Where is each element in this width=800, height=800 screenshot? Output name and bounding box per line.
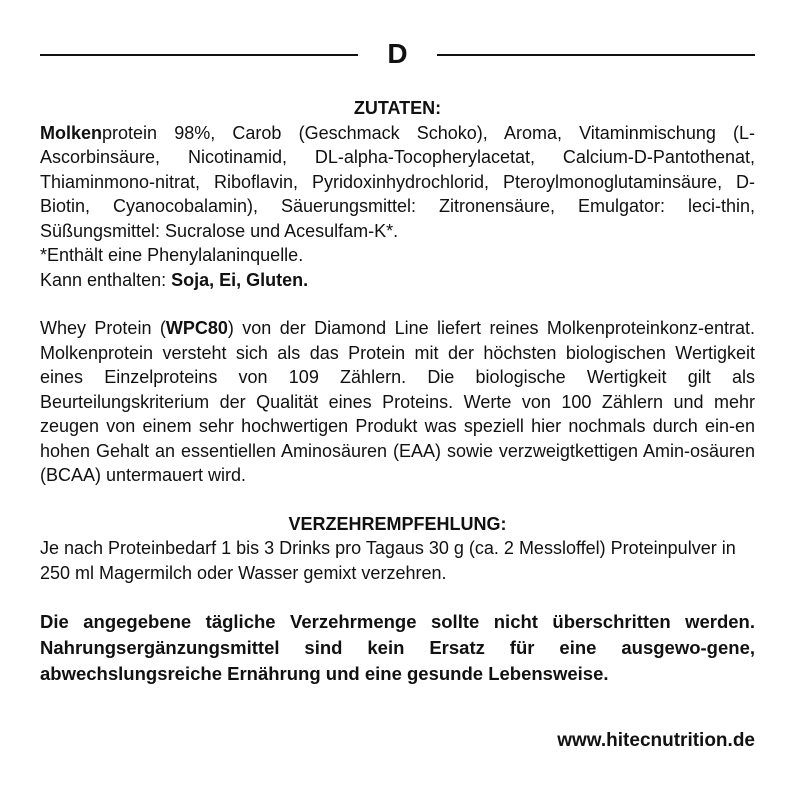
ingredients-note: *Enthält eine Phenylalaninquelle. [40, 245, 304, 265]
recommendation-text: Je nach Proteinbedarf 1 bis 3 Drinks pro Tagaus 30 g (ca. 2 Messloffel) Proteinpulver in 250 ml Magermilch oder Wasser gemixt verzehren. [40, 538, 736, 583]
label-content [40, 96, 755, 687]
ingredients-list: protein 98%, Carob (Geschmack Schoko), Aroma, Vitaminmischung (L-Ascorbinsäure, Nicotinamid, DL-alpha-Tocopherylacetat, Calcium-D-Pantothenat, Thiaminmono-nitrat, Riboflavin, Pyridoxinhydrochlorid, Pteroylmonoglutaminsäure, D-Biotin, Cyanocobalamin), Säuerungsmittel: Zitronensäure, Emulgator: leci-thin, Süßungsmittel: Sucralose und Acesulfam-K*. [40, 122, 755, 241]
description-bold: WPC80 [165, 318, 228, 338]
recommendation-heading: VERZEHREMPFEHLUNG: [288, 513, 507, 534]
description-text [40, 316, 755, 488]
description-before: Whey Protein ( [40, 318, 166, 338]
language-header [40, 30, 755, 80]
header-rule-right [437, 54, 755, 56]
language-letter: D [387, 38, 408, 69]
allergen-line [40, 268, 755, 293]
description-after: ) von der Diamond Line liefert reines Molkenproteinkonz-entrat. Molkenprotein versteht sich als das Protein mit der höchsten biologischen Wertigkeit eines Einzelproteins von 109 Zählern. Die biologische Wertigkeit gilt als Beurteilungskriterium der Qualität eines Proteins. Werte von 100 Zählern und mehr zeugen von einem sehr hochwertigen Produkt was speziell hier nochmals durch ein-en hohen Gehalt an essentiellen Aminosäuren (EAA) sowie verzweigtkettigen Amin-osäuren (BCAA) untermauert wird. [40, 318, 755, 485]
ingredients-text [40, 121, 755, 244]
warning-text: Die angegebene tägliche Verzehrmenge sollte nicht überschritten werden. Nahrungsergänzungsmittel sind kein Ersatz für eine ausgewo-gene, abwechslungsreiche Ernährung und eine gesunde Lebensweise. [40, 611, 755, 684]
allergen-prefix: Kann enthalten: [40, 269, 172, 290]
ingredients-heading: ZUTATEN: [353, 98, 442, 118]
website-link[interactable]: www.hitecnutrition.de [557, 730, 755, 751]
ingredients-bold-word: Molken [40, 122, 103, 143]
allergen-list: Soja, Ei, Gluten. [171, 269, 309, 290]
